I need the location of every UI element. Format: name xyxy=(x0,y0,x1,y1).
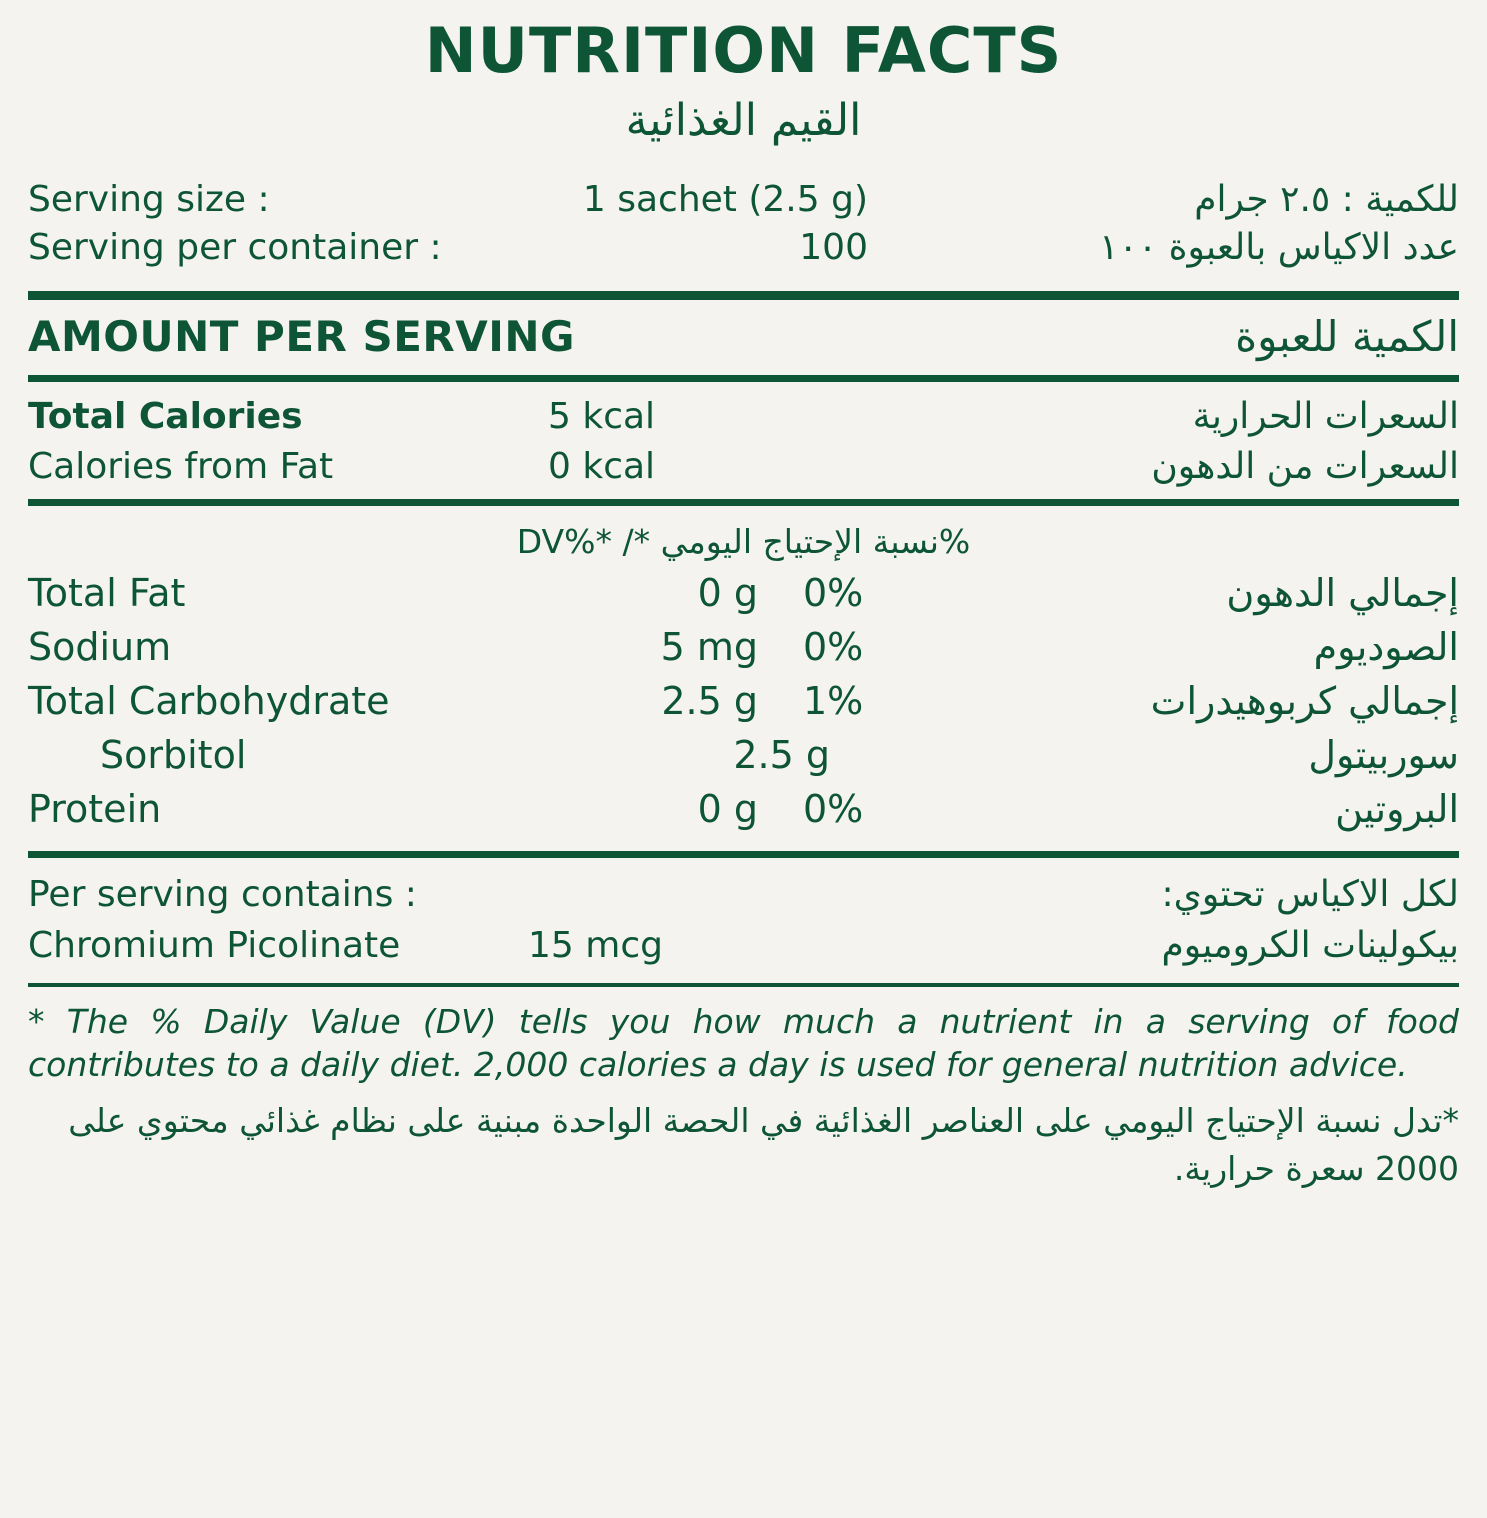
nutrients-table xyxy=(28,567,1459,851)
calories-block xyxy=(28,382,1459,499)
divider-thick-top xyxy=(28,291,1459,300)
nutrient-amount-total-fat: 0 g xyxy=(697,571,758,616)
nutrient-amount-sorbitol: 2.5 g xyxy=(733,733,830,778)
total-calories-label: Total Calories xyxy=(28,396,303,438)
chromium-picolinate-label-arabic: بيكولينات الكروميوم xyxy=(1161,924,1459,966)
daily-value-header: %نسبة الإحتياج اليومي */ *%DV xyxy=(516,522,971,562)
serving-per-container-row xyxy=(28,224,1459,273)
amount-per-serving-label: AMOUNT PER SERVING xyxy=(28,312,576,362)
nutrient-label-protein: Protein xyxy=(28,787,162,832)
contains-label-arabic: لكل الاكياس تحتوي: xyxy=(1161,874,1459,916)
nutrient-label-arabic-total-carbohydrate: إجمالي كربوهيدرات xyxy=(1150,679,1459,724)
footnote-arabic: *تدل نسبة الإحتياج اليومي على العناصر الغذائية في الحصة الواحدة مبنية على نظام غذائي محتوي على 2000 سعرة حرارية. xyxy=(68,1100,1459,1188)
serving-size-label-arabic: للكمية : ٢.٥ جرام xyxy=(1194,178,1459,220)
per-serving-contains-block xyxy=(28,858,1459,983)
serving-per-container-value: 100 xyxy=(799,227,868,269)
contains-header-row xyxy=(28,870,1459,920)
nutrient-label-arabic-protein: البروتين xyxy=(1335,787,1459,832)
calories-from-fat-label-arabic: السعرات من الدهون xyxy=(1151,445,1459,487)
divider-under-nutrients xyxy=(28,851,1459,858)
total-calories-label-arabic: السعرات الحرارية xyxy=(1192,396,1459,438)
nutrient-amount-protein: 0 g xyxy=(697,787,758,832)
contains-label: Per serving contains : xyxy=(28,874,417,916)
nutrient-label-arabic-sodium: الصوديوم xyxy=(1313,625,1459,670)
table-row xyxy=(28,442,1459,492)
chromium-picolinate-amount: 15 mcg xyxy=(528,924,663,966)
nutrient-label-sorbitol: Sorbitol xyxy=(100,733,247,778)
serving-size-row xyxy=(28,176,1459,225)
table-row xyxy=(28,567,1459,621)
nutrient-dv-total-fat: 0% xyxy=(803,571,864,616)
serving-per-container-label: Serving per container : xyxy=(28,227,442,269)
table-row xyxy=(28,392,1459,442)
page-title: NUTRITION FACTS xyxy=(424,14,1063,87)
table-row xyxy=(28,783,1459,837)
nutrient-dv-protein: 0% xyxy=(803,787,864,832)
calories-from-fat-value: 0 kcal xyxy=(548,445,656,487)
table-row xyxy=(28,729,1459,783)
amount-per-serving-row xyxy=(28,300,1459,375)
nutrient-label-sodium: Sodium xyxy=(28,625,172,670)
serving-info xyxy=(28,176,1459,273)
contains-item-row xyxy=(28,921,1459,971)
amount-per-serving-label-arabic: الكمية للعبوة xyxy=(1235,312,1459,362)
table-row xyxy=(28,621,1459,675)
nutrient-dv-total-carbohydrate: 1% xyxy=(803,679,864,724)
chromium-picolinate-label: Chromium Picolinate xyxy=(28,924,401,966)
serving-size-label: Serving size : xyxy=(28,178,270,220)
serving-size-value: 1 sachet (2.5 g) xyxy=(582,178,868,220)
nutrient-label-total-carbohydrate: Total Carbohydrate xyxy=(28,679,390,724)
nutrient-label-total-fat: Total Fat xyxy=(28,571,186,616)
table-row xyxy=(28,675,1459,729)
page-title-arabic: القيم الغذائية xyxy=(625,95,862,147)
divider-under-calories xyxy=(28,499,1459,506)
calories-from-fat-label: Calories from Fat xyxy=(28,445,334,487)
serving-per-container-label-arabic: عدد الاكياس بالعبوة ١٠٠ xyxy=(1099,227,1459,269)
total-calories-value: 5 kcal xyxy=(548,396,656,438)
nutrient-amount-total-carbohydrate: 2.5 g xyxy=(661,679,758,724)
nutrient-label-arabic-total-fat: إجمالي الدهون xyxy=(1226,571,1459,616)
nutrition-facts-label xyxy=(0,14,1487,1518)
nutrient-amount-sodium: 5 mg xyxy=(660,625,758,670)
nutrient-label-arabic-sorbitol: سوربيتول xyxy=(1308,733,1459,778)
divider-under-amount xyxy=(28,375,1459,382)
nutrient-dv-sodium: 0% xyxy=(803,625,864,670)
footnote-english: * The % Daily Value (DV) tells you how much a nutrient in a serving of food contributes to a daily diet. 2,000 calories a day is used for general nutrition advice. xyxy=(28,1001,1459,1084)
